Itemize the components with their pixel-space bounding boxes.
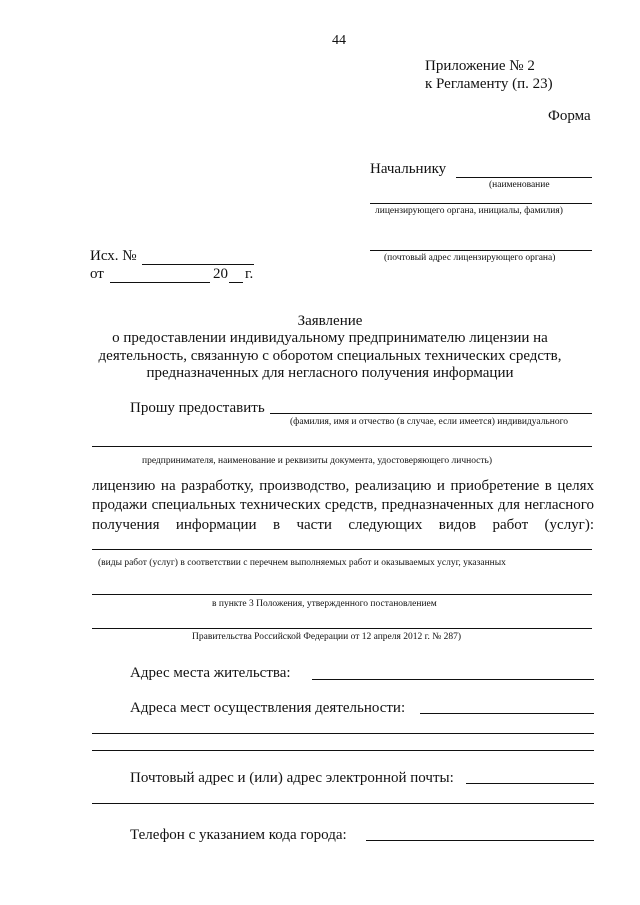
addressee-name-line[interactable] <box>456 177 592 178</box>
activity-line-3[interactable] <box>92 750 594 751</box>
request-caption-2: предпринимателя, наименование и реквизиты документа, удостоверяющего личность) <box>142 456 493 466</box>
addressee-caption-2: лицензирующего органа, инициалы, фамилия) <box>375 206 563 216</box>
activity-label: Адреса мест осуществления деятельности: <box>130 700 406 716</box>
date-year-suffix: г. <box>245 266 254 282</box>
postal-label: Почтовый адрес и (или) адрес электронной почты: <box>130 770 454 786</box>
phone-label: Телефон с указанием кода города: <box>130 827 347 843</box>
services-caption-2: в пункте 3 Положения, утвержденного постановлением <box>212 599 437 609</box>
activity-line-2[interactable] <box>92 733 594 734</box>
outgoing-number-line[interactable] <box>142 264 254 265</box>
request-caption-1: (фамилия, имя и отчество (в случае, если имеется) индивидуального <box>290 417 569 427</box>
addressee-label: Начальнику <box>370 161 447 177</box>
document-heading: Заявление <box>297 313 363 329</box>
services-line-2[interactable] <box>92 594 592 595</box>
request-name-line[interactable] <box>270 413 592 414</box>
activity-line-1[interactable] <box>420 713 594 714</box>
addressee-address-line[interactable] <box>370 250 592 251</box>
body-line-1: лицензию на разработку, производство, реализацию и приобретение в целях <box>92 478 594 494</box>
title-line-2: деятельность, связанную с оборотом специальных технических средств, <box>98 348 562 364</box>
addressee-org-line[interactable] <box>370 203 592 204</box>
form-label: Форма <box>548 108 591 124</box>
request-label: Прошу предоставить <box>130 400 265 416</box>
addressee-caption-3: (почтовый адрес лицензирующего органа) <box>384 253 556 263</box>
appendix-line-1: Приложение № 2 <box>425 58 535 74</box>
date-line[interactable] <box>110 282 210 283</box>
date-from-label: от <box>90 266 104 282</box>
phone-line[interactable] <box>366 840 594 841</box>
page-number: 44 <box>332 33 346 48</box>
residence-label: Адрес места жительства: <box>130 665 291 681</box>
appendix-line-2: к Регламенту (п. 23) <box>425 76 553 92</box>
services-caption-1: (виды работ (услуг) в соответствии с перечнем выполняемых работ и оказываемых услуг, указанных <box>98 558 506 568</box>
request-details-line[interactable] <box>92 446 592 447</box>
outgoing-number-label: Исх. № <box>90 248 137 264</box>
services-caption-3: Правительства Российской Федерации от 12 апреля 2012 г. № 287) <box>192 632 462 642</box>
date-year-line[interactable] <box>229 282 243 283</box>
services-line-1[interactable] <box>92 549 592 550</box>
date-year-prefix: 20 <box>213 266 228 282</box>
residence-line[interactable] <box>312 679 594 680</box>
postal-line-2[interactable] <box>92 803 594 804</box>
addressee-caption-1: (наименование <box>489 180 550 190</box>
body-line-2: продажи специальных технических средств, предназначенных для негласного <box>92 497 594 513</box>
title-line-3: предназначенных для негласного получения информации <box>146 365 514 381</box>
services-line-3[interactable] <box>92 628 592 629</box>
postal-line-1[interactable] <box>466 783 594 784</box>
title-line-1: о предоставлении индивидуальному предпринимателю лицензии на <box>112 330 548 346</box>
body-line-3: получения информации в части следующих видов работ (услуг): <box>92 517 594 533</box>
